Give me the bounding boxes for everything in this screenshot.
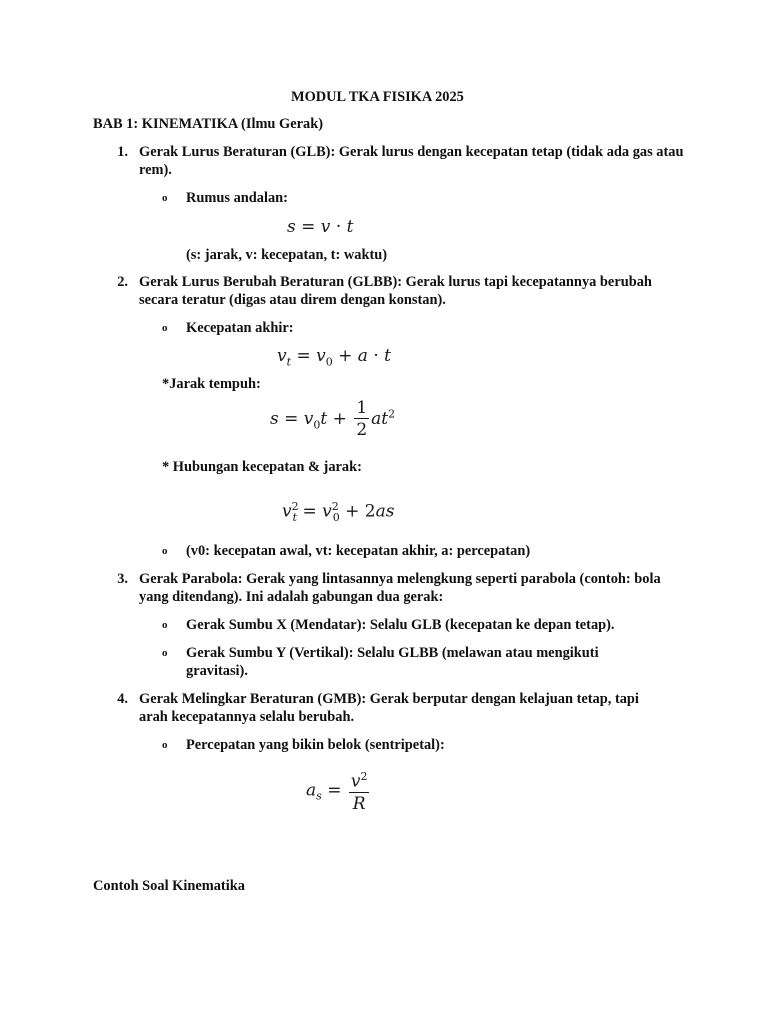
bullet-text: Kecepatan akhir: bbox=[186, 320, 294, 336]
formula-glb: s = v · t bbox=[287, 217, 354, 237]
bullet-text: Percepatan yang bikin belok (sentripetal): bbox=[186, 737, 445, 753]
bullet-text: Gerak Sumbu X (Mendatar): Selalu GLB (kecepatan ke depan tetap). bbox=[186, 617, 615, 633]
section-heading: Contoh Soal Kinematika bbox=[93, 878, 245, 894]
bullet-icon: o bbox=[162, 322, 168, 334]
bullet-text: Gerak Sumbu Y (Vertikal): Selalu GLBB (melawan atau mengikuti gravitasi). bbox=[186, 645, 599, 679]
sub-heading: * Hubungan kecepatan & jarak: bbox=[162, 459, 362, 475]
formula-note: (s: jarak, v: kecepatan, t: waktu) bbox=[186, 247, 388, 263]
bullet-icon: o bbox=[162, 619, 168, 631]
list-item-text: Gerak Lurus Beraturan (GLB): Gerak lurus dengan kecepatan tetap (tidak ada gas atau rem). bbox=[139, 144, 684, 178]
list-item-text: Gerak Melingkar Beraturan (GMB): Gerak berputar dengan kelajuan tetap, tapi arah kecepatannya selalu berubah. bbox=[139, 691, 639, 725]
bullet-icon: o bbox=[162, 192, 168, 204]
chapter-heading: BAB 1: KINEMATIKA (Ilmu Gerak) bbox=[93, 116, 323, 132]
list-item-text: Gerak Lurus Berubah Beraturan (GLBB): Gerak lurus tapi kecepatannya berubah secara teratur (digas atau direm dengan konstan). bbox=[139, 274, 652, 308]
formula-glbb-velocity: $v_t = v_0 + a \cdot t$ bbox=[277, 346, 391, 369]
list-number: 1. bbox=[117, 144, 128, 160]
bullet-text: (v0: kecepatan awal, vt: kecepatan akhir, a: percepatan) bbox=[186, 543, 531, 559]
formula-glbb-relation: $v^2_t = v^2_0 + 2as$ bbox=[282, 500, 395, 525]
list-item-text: Gerak Parabola: Gerak yang lintasannya melengkung seperti parabola (contoh: bola yang ditendang). Ini adalah gabungan dua gerak: bbox=[139, 571, 661, 605]
formula-glbb-distance: $s = v_0t$ + $\frac{1}{2}$ $at^2$ bbox=[270, 398, 396, 440]
list-number: 3. bbox=[117, 571, 128, 587]
bullet-icon: o bbox=[162, 647, 168, 659]
list-number: 2. bbox=[117, 274, 128, 290]
sub-heading: *Jarak tempuh: bbox=[162, 376, 261, 392]
page-title: MODUL TKA FISIKA 2025 bbox=[291, 89, 464, 105]
bullet-icon: o bbox=[162, 545, 168, 557]
list-number: 4. bbox=[117, 691, 128, 707]
bullet-text: Rumus andalan: bbox=[186, 190, 288, 206]
bullet-icon: o bbox=[162, 739, 168, 751]
formula-gmb: $a_s$ = $\frac{v^2}{R}$ bbox=[306, 767, 371, 815]
